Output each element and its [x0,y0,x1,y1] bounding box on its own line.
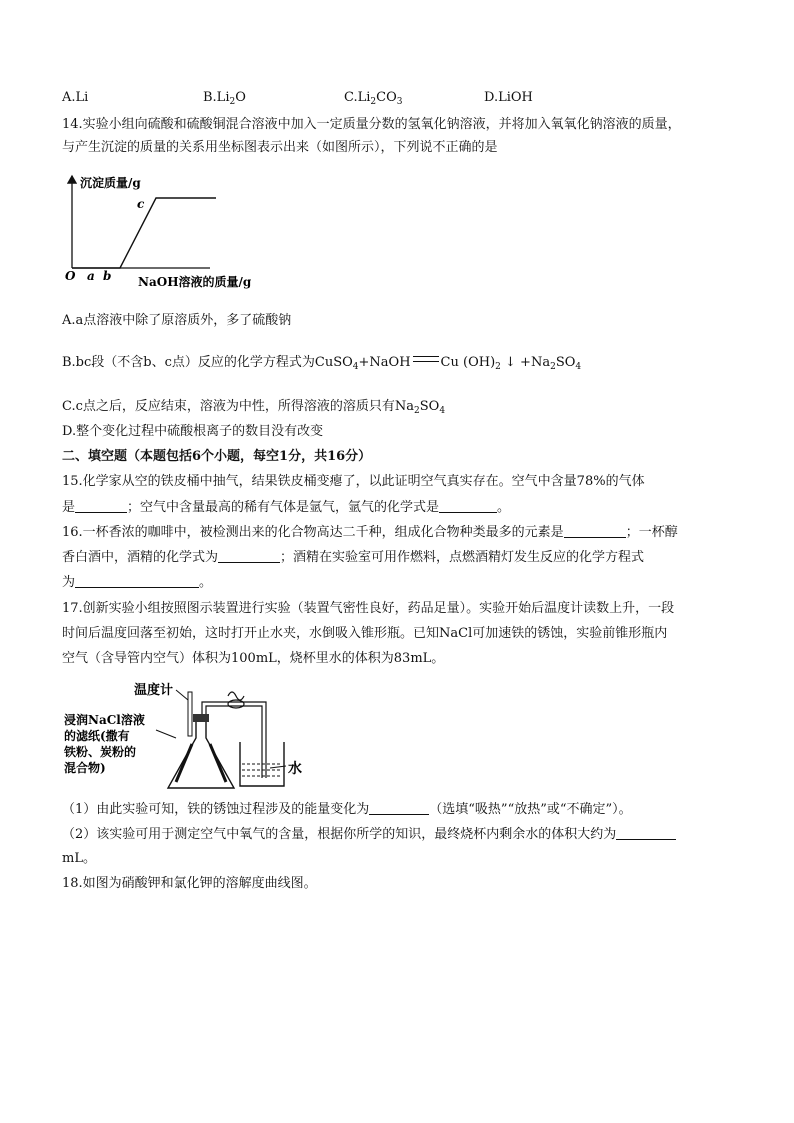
chart-point-c-label: c [137,197,145,211]
q17-sub2: （2）该实验可用于测定空气中氧气的含量，根据你所学的知识，最终烧杯内剩余水的体积大约为 [62,825,676,844]
q17-apparatus-diagram [60,678,320,793]
q17-line2: 时间后温度回落至初始，这时打开止水夹，水倒吸入锥形瓶。已知NaCl可加速铁的锈蚀，实验前锥形瓶内 [62,626,668,641]
q15-blank-1[interactable] [75,498,127,513]
chart-point-a-label: a [87,269,95,283]
section-title: 二、填空题（本题包括6个小题，每空1分，共16分） [62,449,372,464]
filter-paper-label-3: 铁粉、炭粉的 [64,745,137,759]
q15-line1: 15.化学家从空的铁皮桶中抽气，结果铁皮桶变瘪了，以此证明空气真实存在。空气中含量78%的气体 [62,474,645,489]
filter-paper-label-1: 浸润NaCl溶液 [64,713,145,727]
filter-paper-label-4: 混合物) [64,761,106,775]
q15-line2: 是 ；空气中含量最高的稀有气体是氩气，氩气的化学式是 。 [62,500,511,515]
q16-line3: 为 。 [62,575,213,590]
q14-option-a: A.a点溶液中除了原溶质外，多了硫酸钠 [62,313,292,328]
thermometer-label: 温度计 [134,683,174,698]
q13-option-c: $C.Li_2CO_3$ [344,90,403,107]
q14-stem-line2: 与产生沉淀的质量的关系用坐标图表示出来（如图所示），下列说不正确的是 [62,140,498,155]
q17-sub1: （1）由此实验可知，铁的锈蚀过程涉及的能量变化为 （选填“吸热”“放热”或“不确定”）。 [62,802,632,817]
glass-tube [202,702,266,778]
q13-option-a: A.Li [62,90,89,105]
q17-blank-2[interactable] [616,825,676,840]
q17-sub2-line2: mL。 [62,851,96,866]
filter-paper-right [210,744,226,782]
q17-blank-1[interactable] [369,800,429,815]
q15-blank-2[interactable] [439,498,497,513]
water-label: 水 [288,761,302,777]
q16-blank-2[interactable] [218,548,280,563]
q16-blank-1[interactable] [564,523,626,538]
q17-line3: 空气（含导管内空气）体积为100mL，烧杯里水的体积为83mL。 [62,651,445,666]
down-arrow-icon: ↓ [500,355,521,370]
q16-line2: 香白酒中，酒精的化学式为 ；酒精在实验室可用作燃料，点燃酒精灯发生反应的化学方程式 [62,550,645,565]
q14-option-b: B.bc段（不含b、c点）反应的化学方程式为CuSO$_4$+NaOH Cu $(OH)_2$ ↓ $+Na_2SO_4$ [62,355,582,372]
q14-option-d: D.整个变化过程中硫酸根离子的数目没有改变 [62,424,324,439]
q13-option-d: D.LiOH [484,90,533,105]
stopper [193,714,209,722]
equals-long-sign [413,356,439,362]
filter-paper-left [176,744,192,782]
q17-line1: 17.创新实验小组按照图示装置进行实验（装置气密性良好，药品足量）。实验开始后温度计读数上升，一段 [62,601,675,616]
q14-stem-line1: 14.实验小组向硫酸和硫酸铜混合溶液中加入一定质量分数的氢氧化钠溶液，并将加入氧氧化钠溶液的质量， [62,117,681,132]
chart-origin-label: O [65,269,76,283]
q13-option-b: $B.Li_2O$ [203,90,246,107]
thermometer [188,692,192,736]
q18-line1: 18.如图为硝酸钾和氯化钾的溶解度曲线图。 [62,876,317,891]
q14-option-c: C.c点之后，反应结束，溶液为中性，所得溶液的溶质只有$Na_2SO_4$ [62,399,446,416]
chart-y-label: 沉淀质量/g [80,176,141,190]
filter-paper-label-2: 的滤纸(撒有 [64,729,130,743]
water-clamp [228,692,244,700]
chart-x-label: NaOH溶液的质量/g [138,275,252,289]
q14-precipitate-chart [60,170,290,295]
q16-line1: 16.一杯香浓的咖啡中，被检测出来的化合物高达二千种，组成化合物种类最多的元素是 ；一杯醇 [62,525,678,540]
chart-point-b-label: b [103,269,112,283]
q16-blank-3[interactable] [75,573,199,588]
